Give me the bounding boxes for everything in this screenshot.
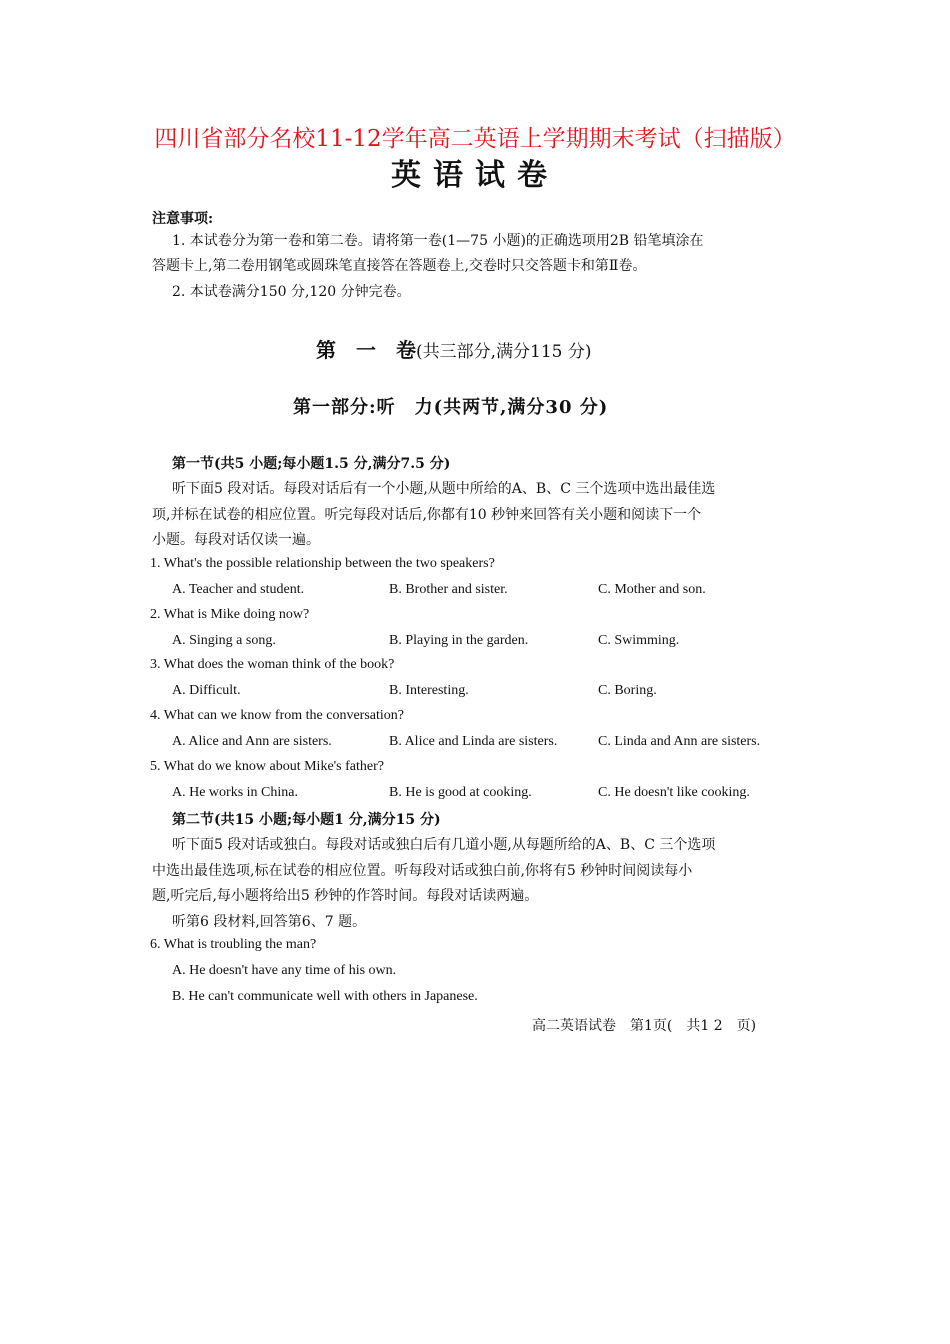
volume-1-heading [316, 334, 592, 363]
question-3-option-b: B. Interesting. [389, 683, 469, 698]
volume-1-title: 第 一 卷 [316, 338, 416, 362]
question-4-option-a: A. Alice and Ann are sisters. [172, 734, 332, 749]
page-title: 四川省部分名校11-12学年高二英语上学期期末考试（扫描版） [154, 126, 796, 152]
section-1-instr-line-3: 小题。每段对话仅读一遍。 [152, 532, 320, 548]
question-3-option-a: A. Difficult. [172, 683, 241, 698]
question-1-option-c: C. Mother and son. [598, 582, 706, 597]
question-5-stem: 5. What do we know about Mike's father? [150, 759, 384, 774]
section-2-heading: 第二节(共15 小题;每小题1 分,满分15 分) [172, 812, 441, 828]
notice-heading: 注意事项: [152, 211, 214, 227]
section-2-material: 听第6 段材料,回答第6、7 题。 [172, 914, 367, 930]
question-6-option-b: B. He can't communicate well with others in Japanese. [172, 989, 478, 1004]
notice-item-1-line-2: 答题卡上,第二卷用钢笔或圆珠笔直接答在答题卷上,交卷时只交答题卡和第Ⅱ卷。 [152, 258, 647, 274]
section-1-instr-line-1: 听下面5 段对话。每段对话后有一个小题,从题中所给的A、B、C 三个选项中选出最佳选 [172, 481, 716, 497]
section-1-instr-line-2: 项,并标在试卷的相应位置。听完每段对话后,你都有10 秒钟来回答有关小题和阅读下一个 [152, 507, 702, 523]
volume-1-note: (共三部分,满分115 分) [416, 342, 592, 362]
notice-item-1-line-1: 1. 本试卷分为第一卷和第二卷。请将第一卷(1—75 小题)的正确选项用2B 铅笔填涂在 [172, 233, 704, 249]
section-2-instr-line-2: 中选出最佳选项,标在试卷的相应位置。听每段对话或独白前,你将有5 秒钟时间阅读每小 [152, 863, 693, 879]
question-5-option-c: C. He doesn't like cooking. [598, 785, 750, 800]
question-4-option-b: B. Alice and Linda are sisters. [389, 734, 558, 749]
notice-item-2: 2. 本试卷满分150 分,120 分钟完卷。 [172, 284, 411, 300]
question-5-option-b: B. He is good at cooking. [389, 785, 532, 800]
question-2-option-b: B. Playing in the garden. [389, 633, 529, 648]
question-3-option-c: C. Boring. [598, 683, 657, 698]
question-4-stem: 4. What can we know from the conversation? [150, 708, 404, 723]
section-1-heading: 第一节(共5 小题;每小题1.5 分,满分7.5 分) [172, 456, 451, 472]
question-6-stem: 6. What is troubling the man? [150, 937, 317, 952]
exam-title: 英语试卷 [391, 158, 559, 193]
page-footer: 高二英语试卷 第1页( 共1 2 页) [532, 1018, 757, 1034]
section-2-instr-line-1: 听下面5 段对话或独白。每段对话或独白后有几道小题,从每题所给的A、B、C 三个选项 [172, 837, 716, 853]
question-2-option-c: C. Swimming. [598, 633, 680, 648]
question-3-stem: 3. What does the woman think of the book? [150, 657, 395, 672]
section-2-instr-line-3: 题,听完后,每小题将给出5 秒钟的作答时间。每段对话读两遍。 [152, 888, 539, 904]
question-1-stem: 1. What's the possible relationship between the two speakers? [150, 556, 495, 571]
question-5-option-a: A. He works in China. [172, 785, 298, 800]
question-6-option-a: A. He doesn't have any time of his own. [172, 963, 397, 978]
question-2-stem: 2. What is Mike doing now? [150, 607, 310, 622]
part-1-heading: 第一部分:听 力(共两节,满分30 分) [293, 397, 609, 418]
question-1-option-b: B. Brother and sister. [389, 582, 508, 597]
question-2-option-a: A. Singing a song. [172, 633, 276, 648]
question-1-option-a: A. Teacher and student. [172, 582, 305, 597]
question-4-option-c: C. Linda and Ann are sisters. [598, 734, 761, 749]
